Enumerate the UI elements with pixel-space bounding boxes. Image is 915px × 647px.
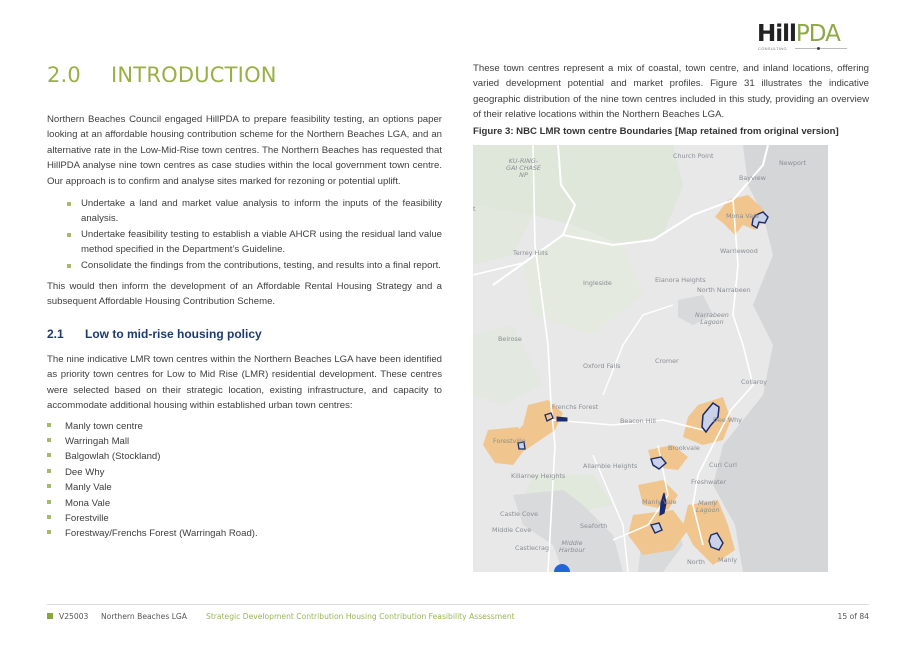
map-label-mona-vale: Mona Vale <box>726 212 759 220</box>
map-label-castlecrag: Castlecrag <box>515 544 550 552</box>
town-centre-item: Balgowlah (Stockland) <box>47 449 442 464</box>
map-label-newport: Newport <box>779 159 807 167</box>
hillpda-logo <box>757 22 849 52</box>
map-label-collaroy: Collaroy <box>741 378 768 386</box>
approach-item: Undertake a land and market value analysis to inform the inputs of the feasibility analysis. <box>67 196 442 227</box>
logo-subtitle: CONSULTING <box>758 46 787 51</box>
town-centre-item: Forestway/Frenchs Forest (Warringah Road). <box>47 526 442 541</box>
map-label-curl-curl: Curl Curl <box>709 461 737 469</box>
town-centre-item: Mona Vale <box>47 496 442 511</box>
subsection-heading <box>47 326 442 342</box>
map-label-seaforth: Seaforth <box>580 522 608 530</box>
policy-paragraph: The nine indicative LMR town centres within the Northern Beaches LGA have been identified as priority town centres for Low to Mid Rise (LMR) residential development. These centres were selected based on their strategic location, existing infrastructure, and capacity to accommodate additional housing within established urban town centres: <box>47 353 442 412</box>
bullet-square-icon <box>47 438 51 442</box>
map-label-belrose: Belrose <box>498 335 522 343</box>
footer-square-icon <box>47 613 53 619</box>
subsection-number: 2.1 <box>47 326 64 341</box>
bullet-square-icon <box>47 500 51 504</box>
town-centre-item: Manly Vale <box>47 480 442 495</box>
follow-paragraph: This would then inform the development of an Affordable Rental Housing Strategy and a subsequent Affordable Housing Contribution Scheme. <box>47 281 442 308</box>
approach-list <box>67 196 442 273</box>
map-label-freshwater: Freshwater <box>691 478 727 486</box>
bullet-square-icon <box>67 202 71 206</box>
map-label-north: North <box>687 558 705 566</box>
map-label-elanora-heights: Elanora Heights <box>655 276 706 284</box>
map-label-brookvale: Brookvale <box>668 444 700 452</box>
town-centre-item: Warringah Mall <box>47 434 442 449</box>
section-title: INTRODUCTION <box>111 63 277 87</box>
map-label-manly-lagoon: Manly Lagoon <box>696 499 720 514</box>
map-label-frenchs-forest: Frenchs Forest <box>552 403 599 411</box>
town-centre-list <box>47 419 442 542</box>
intro-paragraph: Northern Beaches Council engaged HillPDA to prepare feasibility testing, an options paper looking at an affordable housing contribution scheme for the Northern Beaches LGA, and an alternative rate in the Low-Mid-Rise town centres. The Northern Beaches has requested that HillPDA analyse nine town centres as case studies within the local government town centre. Our approach is to confirm and analyse sites marked for rezoning or potential uplift. <box>47 114 442 187</box>
map-label-dee-why: Dee Why <box>713 416 742 424</box>
map-label-ingleside: Ingleside <box>583 279 612 287</box>
distribution-paragraph: These town centres represent a mix of coastal, town centre, and inland locations, offering varied development potential and market profiles. Figure 31 illustrates the indicative geographic distribution of the nine town centres included in this study, providing an overview of their relative locations within the Northern Beaches LGA. <box>473 63 869 121</box>
footer-page-number: 15 of 84 <box>837 612 869 621</box>
footer-report-title: Strategic Development Contribution Housing Contribution Feasibility Assessment <box>206 612 515 621</box>
map-label-cromer: Cromer <box>655 357 679 365</box>
bullet-square-icon <box>47 423 51 427</box>
map-label-oxford-falls: Oxford Falls <box>583 362 621 370</box>
bullet-square-icon <box>67 233 71 237</box>
footer-divider <box>47 604 869 605</box>
map-label-manly: Manly <box>718 556 738 564</box>
footer-lga: Northern Beaches LGA <box>101 612 188 621</box>
figure-caption: Figure 3: NBC LMR town centre Boundaries [Map retained from original version] <box>473 125 839 137</box>
map-label-kuringgai: KU-RING- GAI CHASE NP <box>506 157 541 179</box>
map-label-allambie-heights: Allambie Heights <box>583 462 638 470</box>
right-column <box>473 61 869 139</box>
map-label-manly-vale: Manly Vale <box>642 498 677 506</box>
section-number: 2.0 <box>47 63 81 87</box>
logo-line <box>795 48 847 49</box>
map-label-killarney-heights: Killarney Heights <box>511 472 566 480</box>
logo-text-pda: PDA <box>795 21 840 47</box>
map-label-terrey-hills: Terrey Hills <box>513 249 548 257</box>
map-label-church-point: Church Point <box>673 152 714 160</box>
bullet-square-icon <box>67 264 71 268</box>
boundary-frenchs-forest <box>557 417 567 421</box>
approach-item: Undertake feasibility testing to establish a viable AHCR using the residual land value method specified in the Department’s Guideline. <box>67 227 442 258</box>
town-centre-item: Forestville <box>47 511 442 526</box>
map-label-middle-cove: Middle Cove <box>492 526 532 534</box>
map-label-north-narrabeen: North Narrabeen <box>697 286 751 294</box>
left-column <box>47 60 442 542</box>
bullet-square-icon <box>47 484 51 488</box>
subsection-title: Low to mid-rise housing policy <box>85 326 262 341</box>
map-label-narrabeen-lagoon: Narrabeen Lagoon <box>695 311 729 326</box>
logo-dot <box>817 47 820 50</box>
footer-project-code: V25003 <box>59 612 89 621</box>
map-graphic <box>473 145 828 572</box>
map-label-castle-cove: Castle Cove <box>500 510 539 518</box>
bullet-square-icon <box>47 530 51 534</box>
town-centre-map <box>473 145 828 572</box>
bullet-square-icon <box>47 515 51 519</box>
section-heading <box>47 60 442 90</box>
map-label-middle-harbour: Middle Harbour <box>559 539 585 554</box>
logo-text-hill: Hill <box>757 21 796 47</box>
map-label-warriewood: Warriewood <box>720 247 758 255</box>
approach-item: Consolidate the findings from the contributions, testing, and results into a final report. <box>67 258 442 273</box>
map-label-bayview: Bayview <box>739 174 766 182</box>
map-label-edge: t <box>473 205 476 213</box>
bullet-square-icon <box>47 469 51 473</box>
bullet-square-icon <box>47 453 51 457</box>
map-label-beacon-hill: Beacon Hill <box>620 417 656 425</box>
town-centre-item: Manly town centre <box>47 419 442 434</box>
town-centre-item: Dee Why <box>47 465 442 480</box>
map-label-forestville: Forestville <box>493 437 526 445</box>
